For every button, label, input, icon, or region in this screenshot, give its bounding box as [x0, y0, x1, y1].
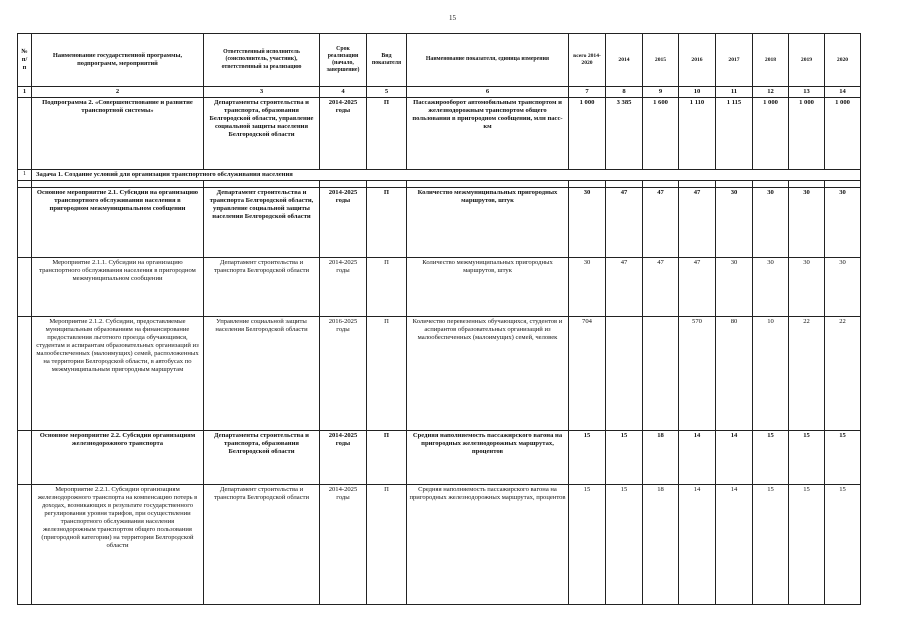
row-indicator: Количество межмуниципальных пригородных маршрутов, штук: [407, 258, 569, 317]
row-value: 47: [643, 258, 679, 317]
header-name: Наименование государственной программы, подпрограмм, мероприятий: [32, 34, 204, 87]
row-value: 15: [753, 431, 789, 485]
table-row: [18, 431, 861, 485]
row-num: [18, 431, 32, 485]
row-period: 2014-2025 годы: [320, 188, 367, 258]
row-period: 2014-2025 годы: [320, 98, 367, 170]
row-value: 30: [825, 188, 861, 258]
row-indicator: Средняя наполняемость пассажирского вагона на пригородных железнодорожных маршрутах, процентов: [407, 431, 569, 485]
row-value: 15: [825, 431, 861, 485]
row-value: 30: [569, 188, 606, 258]
row-type: П: [367, 188, 407, 258]
column-number: 2: [32, 87, 204, 98]
row-num: [18, 485, 32, 605]
row-value: 30: [789, 188, 825, 258]
row-name: Мероприятие 2.1.1. Субсидии на организацию транспортного обслуживания населения в пригородном межмуниципальном сообщении: [32, 258, 204, 317]
row-value: 14: [716, 485, 753, 605]
table-row: [18, 98, 861, 170]
row-responsible: Управление социальной защиты населения Белгородской области: [204, 317, 320, 431]
header-year: 2014: [606, 34, 643, 87]
row-name: Мероприятие 2.2.1. Субсидии организациям железнодорожного транспорта на компенсацию потерь в доходах, возникающих в результате государственного регулирования уровня тарифов, при осуществлении транспортного обслуживания населения железнодорожным транспортом общего пользования (пригородной категории) на территории Белгородской области: [32, 485, 204, 605]
row-num: [18, 258, 32, 317]
header-year: 2019: [789, 34, 825, 87]
row-type: П: [367, 258, 407, 317]
task-title: Задача 1. Создание условий для организации транспортного обслуживания населения: [32, 170, 861, 181]
row-indicator: Средняя наполняемость пассажирского вагона на пригородных железнодорожных маршрутах, процентов: [407, 485, 569, 605]
row-value: 30: [753, 258, 789, 317]
row-responsible: Департамент строительства и транспорта Белгородской области: [204, 485, 320, 605]
spacer-cell: [716, 181, 753, 188]
row-value: 3 385: [606, 98, 643, 170]
column-number: 12: [753, 87, 789, 98]
row-responsible: Департамент строительства и транспорта Белгородской области, управление социальной защиты населения Белгородской области: [204, 188, 320, 258]
row-value: 1 110: [679, 98, 716, 170]
header-num: № п/п: [18, 34, 32, 87]
column-number-row: [18, 87, 861, 98]
task-row: [18, 170, 861, 181]
row-value: 1 115: [716, 98, 753, 170]
row-value: 15: [569, 485, 606, 605]
spacer-cell: [643, 181, 679, 188]
row-name: Основное мероприятие 2.2. Субсидии организациям железнодорожного транспорта: [32, 431, 204, 485]
column-number: 14: [825, 87, 861, 98]
row-value: 704: [569, 317, 606, 431]
column-number: 5: [367, 87, 407, 98]
row-value: 15: [789, 431, 825, 485]
row-indicator: Пассажирооборот автомобильным транспортом и железнодорожным транспортом общего пользования в пригородном сообщении, млн пасс-км: [407, 98, 569, 170]
row-value: 47: [606, 188, 643, 258]
column-number: 11: [716, 87, 753, 98]
row-num: [18, 317, 32, 431]
table-row: [18, 317, 861, 431]
row-responsible: Департаменты строительства и транспорта, образования Белгородской области: [204, 431, 320, 485]
row-value: 80: [716, 317, 753, 431]
row-name: Основное мероприятие 2.1. Субсидии на организацию транспортного обслуживания населения в пригородном межмуниципальном сообщении: [32, 188, 204, 258]
row-value: 1 000: [789, 98, 825, 170]
row-responsible: Департаменты строительства и транспорта, образования Белгородской области, управление социальной защиты населения Белгородской области: [204, 98, 320, 170]
spacer-cell: [204, 181, 320, 188]
table-row: [18, 485, 861, 605]
table-row: [18, 258, 861, 317]
header-indicator: Наименование показателя, единица измерения: [407, 34, 569, 87]
row-value: 570: [679, 317, 716, 431]
row-period: 2014-2025 годы: [320, 431, 367, 485]
row-period: 2014-2025 годы: [320, 258, 367, 317]
row-value: 30: [753, 188, 789, 258]
spacer-cell: [320, 181, 367, 188]
row-responsible: Департамент строительства и транспорта Белгородской области: [204, 258, 320, 317]
header-row: [18, 34, 861, 87]
row-value: 22: [789, 317, 825, 431]
header-year: 2015: [643, 34, 679, 87]
header-year: 2017: [716, 34, 753, 87]
header-type: Вид показателя: [367, 34, 407, 87]
row-value: 30: [825, 258, 861, 317]
row-value: 10: [753, 317, 789, 431]
header-year: 2020: [825, 34, 861, 87]
row-value: 30: [716, 188, 753, 258]
row-value: 18: [643, 431, 679, 485]
column-number: 7: [569, 87, 606, 98]
column-number: 3: [204, 87, 320, 98]
row-value: 1 000: [753, 98, 789, 170]
row-value: 30: [569, 258, 606, 317]
row-period: 2016-2025 годы: [320, 317, 367, 431]
row-value: 47: [606, 258, 643, 317]
spacer-cell: [679, 181, 716, 188]
row-value: 30: [716, 258, 753, 317]
row-value: 15: [753, 485, 789, 605]
row-name: Мероприятие 2.1.2. Субсидии, предоставляемые муниципальным образованиям на финансирование предоставления льготного проезда обучающимся, студентам и аспирантам образовательных организаций из малообеспеченных (малоимущих) семей, расположенных на территории Белгородской области, в автобусах по межмуниципальным пригородным маршрутам: [32, 317, 204, 431]
spacer-cell: [825, 181, 861, 188]
program-table: [17, 33, 861, 605]
column-number: 13: [789, 87, 825, 98]
row-value: 14: [716, 431, 753, 485]
spacer-cell: [569, 181, 606, 188]
row-value: 47: [643, 188, 679, 258]
header-year: 2018: [753, 34, 789, 87]
row-value: [643, 317, 679, 431]
column-number: 1: [18, 87, 32, 98]
spacer-cell: [789, 181, 825, 188]
row-value: 22: [825, 317, 861, 431]
header-year: 2016: [679, 34, 716, 87]
row-value: 15: [606, 485, 643, 605]
column-number: 10: [679, 87, 716, 98]
row-value: 15: [825, 485, 861, 605]
row-num: [18, 188, 32, 258]
column-number: 4: [320, 87, 367, 98]
spacer-cell: [606, 181, 643, 188]
spacer-cell: [32, 181, 204, 188]
row-value: 14: [679, 431, 716, 485]
header-responsible: Ответственный исполнитель (соисполнитель, участник), ответственный за реализацию: [204, 34, 320, 87]
spacer-cell: [367, 181, 407, 188]
row-indicator: Количество перевезенных обучающихся, студентов и аспирантов образовательных организаций из малообеспеченных (малоимущих) семей, человек: [407, 317, 569, 431]
row-indicator: Количество межмуниципальных пригородных маршрутов, штук: [407, 188, 569, 258]
row-value: 30: [789, 258, 825, 317]
table-row: [18, 188, 861, 258]
row-type: П: [367, 98, 407, 170]
row-value: 1 000: [825, 98, 861, 170]
column-number: 9: [643, 87, 679, 98]
task-num: 1: [18, 170, 32, 181]
row-type: П: [367, 485, 407, 605]
row-value: 15: [789, 485, 825, 605]
spacer-cell: [18, 181, 32, 188]
row-value: [606, 317, 643, 431]
row-period: 2014-2025 годы: [320, 485, 367, 605]
spacer-cell: [407, 181, 569, 188]
page-number: 15: [449, 14, 456, 22]
row-num: [18, 98, 32, 170]
row-value: 15: [606, 431, 643, 485]
spacer-cell: [753, 181, 789, 188]
row-value: 15: [569, 431, 606, 485]
row-value: 47: [679, 188, 716, 258]
column-number: 6: [407, 87, 569, 98]
row-type: П: [367, 431, 407, 485]
row-value: 47: [679, 258, 716, 317]
column-number: 8: [606, 87, 643, 98]
row-value: 1 600: [643, 98, 679, 170]
row-value: 14: [679, 485, 716, 605]
row-value: 1 000: [569, 98, 606, 170]
spacer-row: [18, 181, 861, 188]
row-value: 18: [643, 485, 679, 605]
header-year: всего 2014-2020: [569, 34, 606, 87]
row-name: Подпрограмма 2. «Совершенствование и развитие транспортной системы»: [32, 98, 204, 170]
header-period: Срок реализации (начало, завершение): [320, 34, 367, 87]
row-type: П: [367, 317, 407, 431]
